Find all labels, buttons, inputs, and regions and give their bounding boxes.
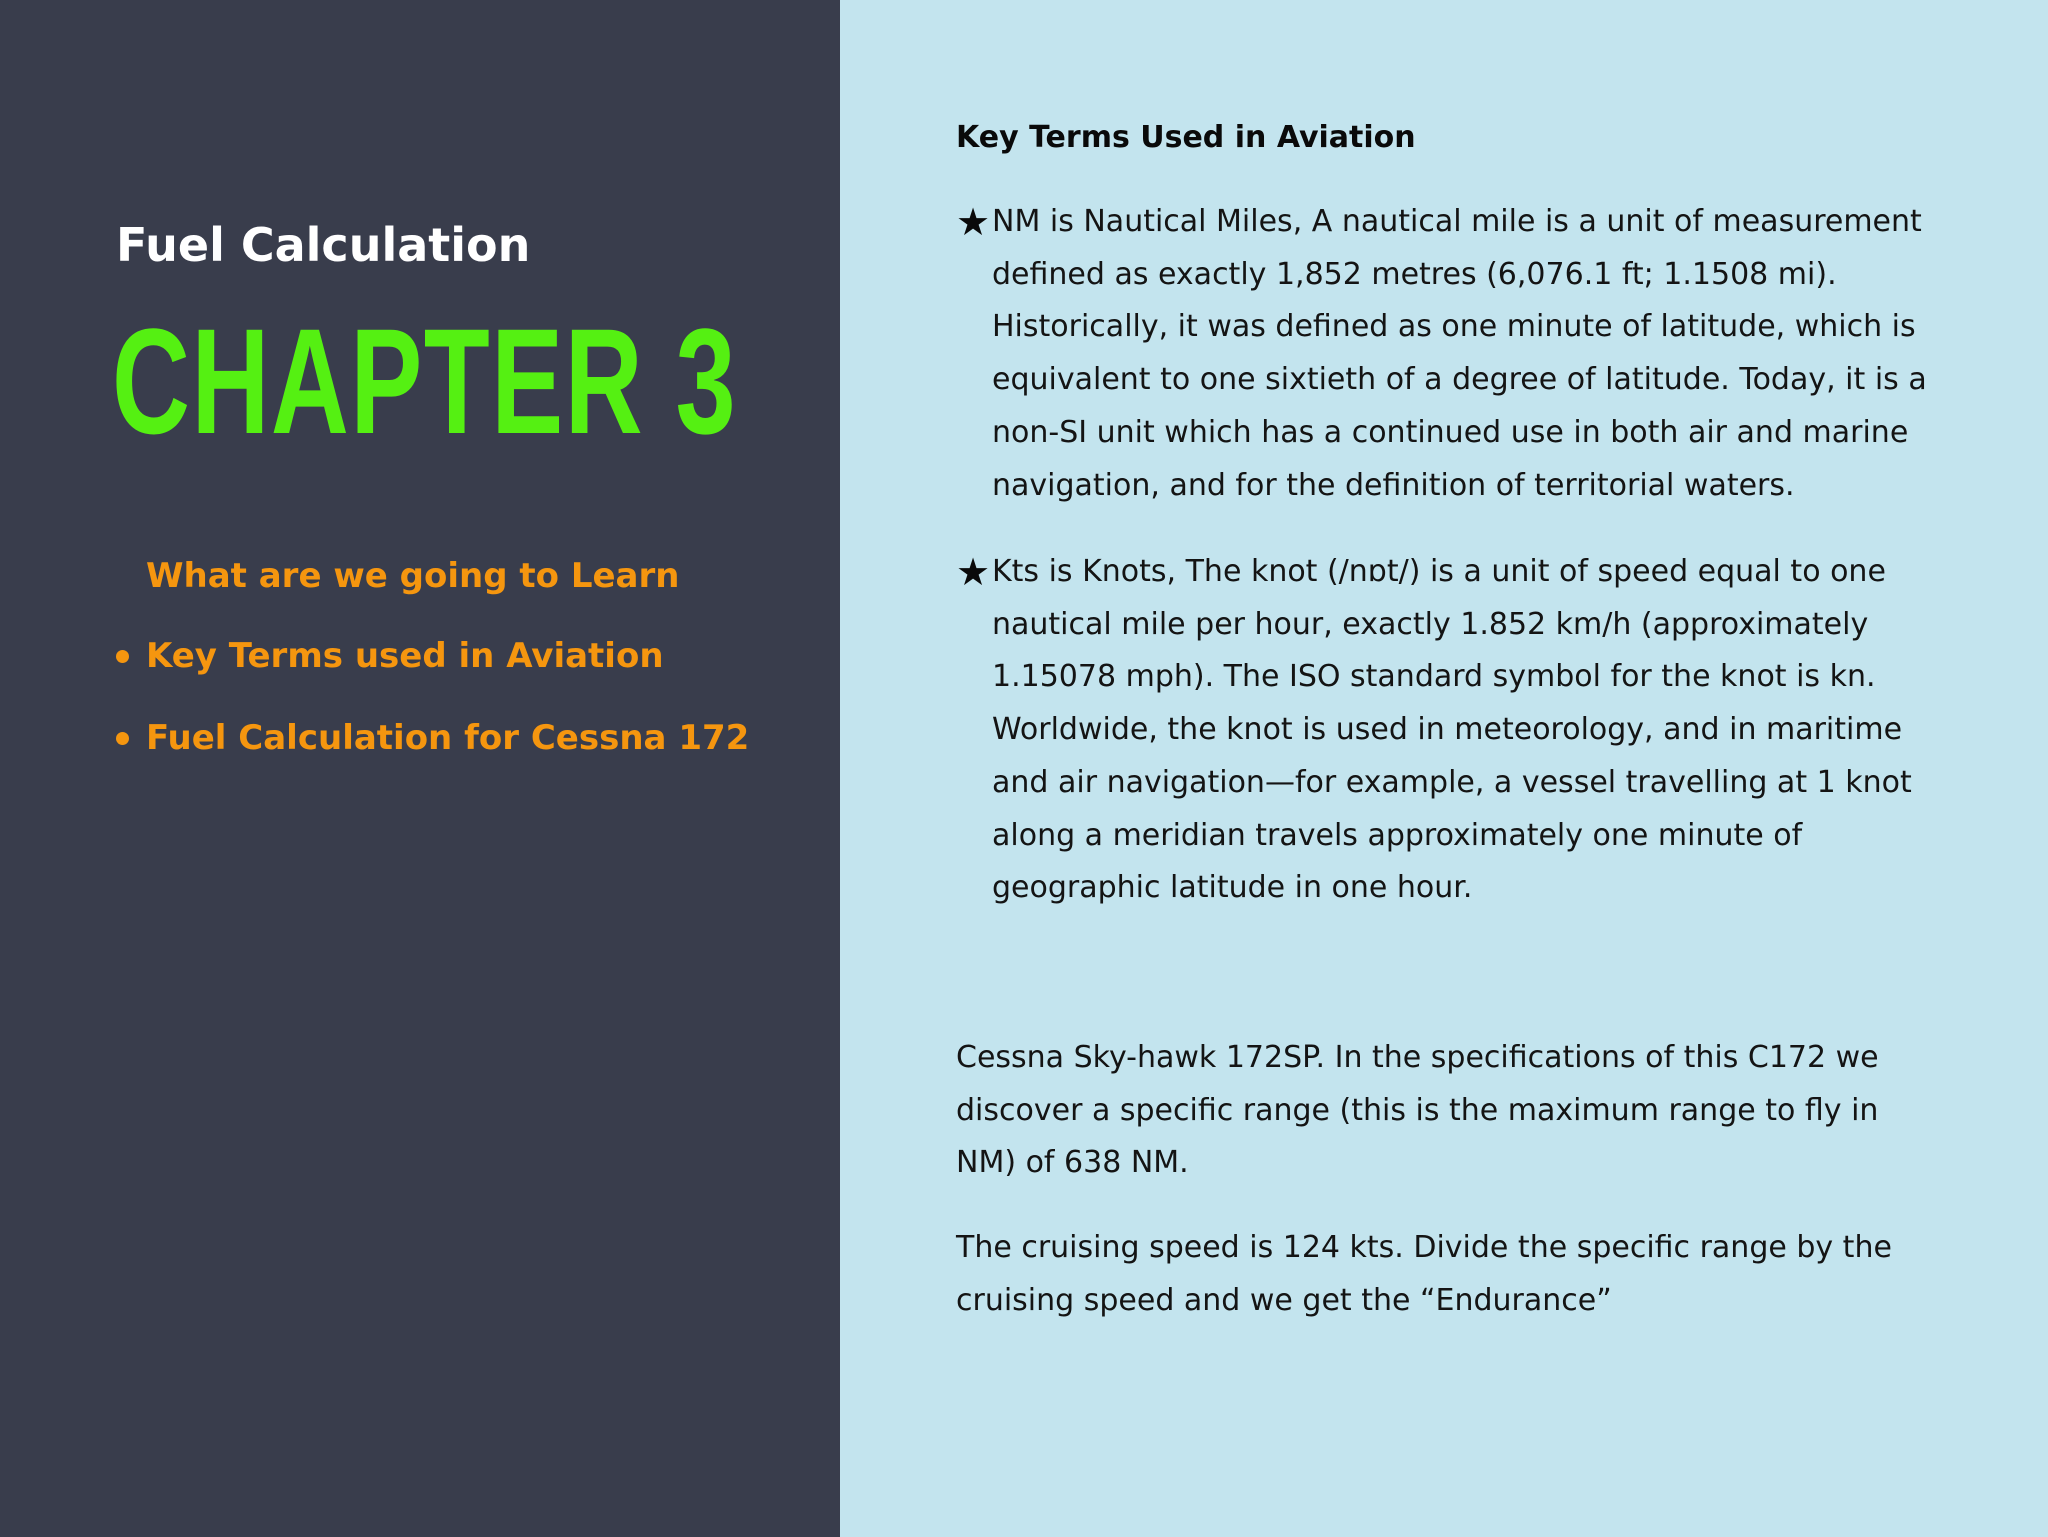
cessna-specifications-paragraph: Cessna Sky-hawk 172SP. In the specifications of this C172 we discover a specific range (this is the maximum range to fly in NM) of 638 NM. <box>956 1040 1879 1181</box>
learn-list <box>116 632 749 796</box>
term-text: NM is Nautical Miles, A nautical mile is a unit of measurement defined as exactly 1,852 metres (6,076.1 ft; 1.1508 mi). Historically, it was defined as one minute of latitude, which is equivalent to one sixtieth of a degree of latitude. Today, it is a non-SI unit which has a continued use in both air and marine navigation, and for the definition of territorial waters. <box>992 204 1927 503</box>
learn-item-key-terms <box>116 632 749 680</box>
cruising-speed-paragraph: The cruising speed is 124 kts. Divide the specific range by the cruising speed and we get the “Endurance” <box>956 1230 1892 1318</box>
term-text: Kts is Knots, The knot (/nɒt/) is a unit of speed equal to one nautical mile per hour, exactly 1.852 km/h (approximately 1.15078 mph). The ISO standard symbol for the knot is kn. Worldwide, the knot is used in meteorology, and in maritime and air navigation—for example, a vessel travelling at 1 knot along a meridian travels approximately one minute of geographic latitude in one hour. <box>992 554 1912 906</box>
learn-item-label: Fuel Calculation for Cessna 172 <box>146 718 750 758</box>
bullet-dot-icon <box>116 650 129 663</box>
star-icon: ★ <box>956 200 991 244</box>
bullet-dot-icon <box>116 732 129 745</box>
chapter-subtitle: Fuel Calculation <box>116 218 531 272</box>
key-terms-heading: Key Terms Used in Aviation <box>956 120 1416 155</box>
term-nautical-miles <box>956 196 1956 512</box>
term-knots <box>956 546 1956 915</box>
learn-item-label: Key Terms used in Aviation <box>146 636 664 676</box>
chapter-title: CHAPTER 3 <box>112 297 738 465</box>
learn-item-fuel-calculation <box>116 714 749 762</box>
star-icon: ★ <box>956 550 991 594</box>
learn-heading: What are we going to Learn <box>146 556 680 596</box>
